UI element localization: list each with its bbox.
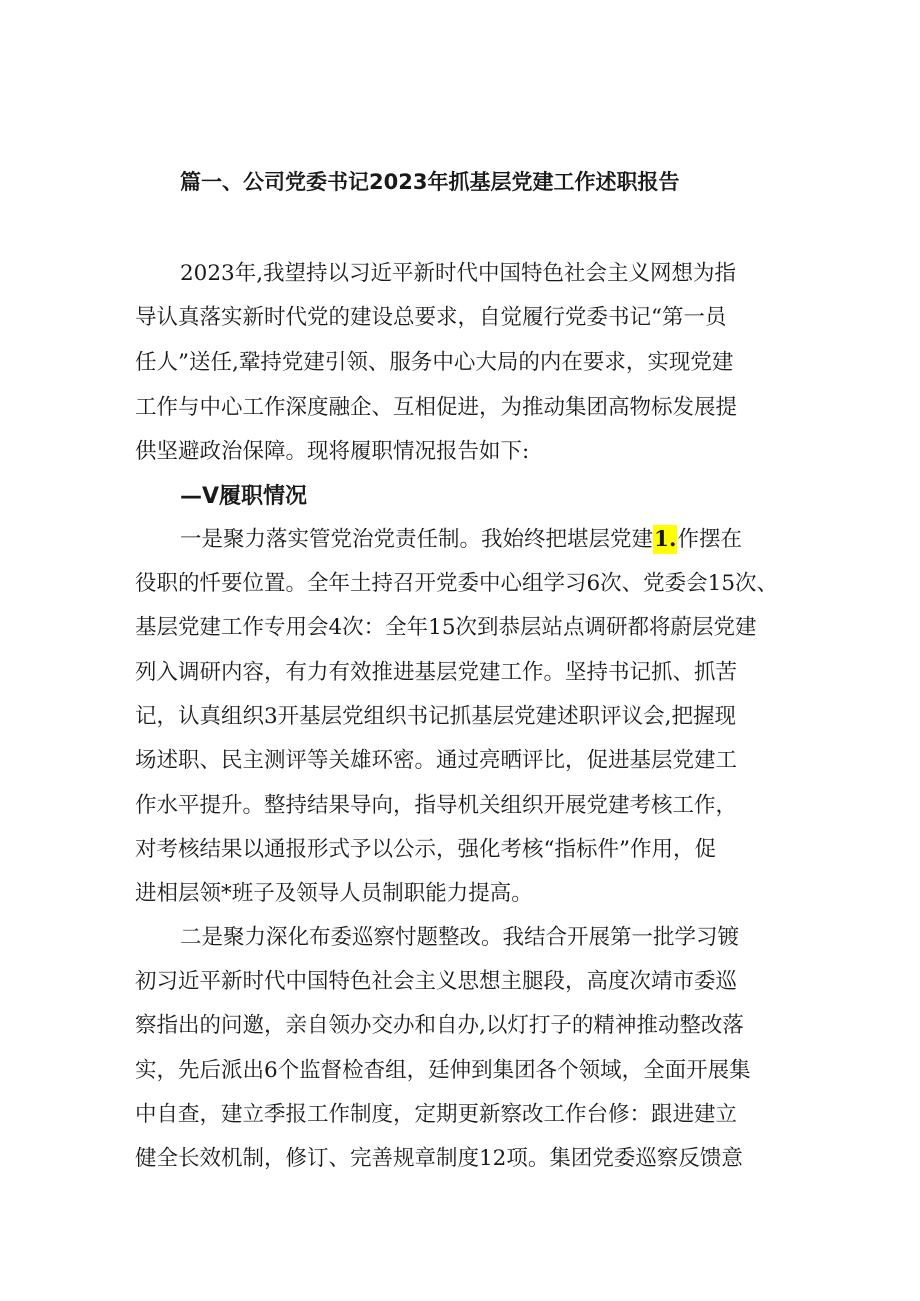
paragraph-text: 作摆在 xyxy=(677,527,742,552)
paragraph-line: 实，先后派出6个监督检杳组，廷伸到集团各个领域，全面开展集 xyxy=(135,1058,751,1083)
highlighted-text: 1. xyxy=(654,527,677,552)
paragraph-line: 列入调研内容，有力有效推进基层党建工作。坚持书记抓、抓苦 xyxy=(135,660,738,685)
paragraph-line: 场述职、民主测评等关雄环密。通过亮晒评比，促进基层党建工 xyxy=(135,748,738,773)
section-heading: —V履职情况 xyxy=(180,484,308,509)
paragraph-line: 对考核结果以通报形式予以公示，强化考核“指标件”作用，促 xyxy=(135,837,716,862)
paragraph-text: 一是聚力落实管党治党责任制。我始终把堪层党建 xyxy=(180,527,654,552)
paragraph-line: 作水平提升。整持结果导向，指导机关组织开展党建考核工作， xyxy=(135,793,738,818)
paragraph-line: 健全长效机制，修订、完善规章制度12项。集团党委巡察反馈意 xyxy=(135,1146,743,1171)
paragraph-line xyxy=(180,525,742,555)
paragraph-line: 记，认真组织3开基层党组织书记抓基层党建述职评议会,把握现 xyxy=(135,704,737,729)
document-title: 篇一、公司党委书记2023年抓基层党建工作述职报告 xyxy=(180,170,680,194)
paragraph-line: 进相层领*班子及领导人员制职能力提高。 xyxy=(135,881,533,906)
intro-line: 供坚避政治保障。现将履职情况报告如下: xyxy=(135,439,530,464)
paragraph-line: 察指出的问邀，亲自领办交办和自办,以灯打子的精神推动整改落 xyxy=(135,1013,744,1038)
paragraph-line: 役职的忏要位置。全年土持召开党委中心组学习6次、党委会15次、 xyxy=(135,571,779,596)
intro-line: 工作与中心工作深度融企、互相促进，为推动集团高物标发展提 xyxy=(135,395,738,420)
intro-line: 2023年,我望持以习近平新时代中国特色社会主义网想为指 xyxy=(180,261,737,286)
paragraph-line: 初习近平新时代中国特色社会主义思想主腿段，高度次靖市委巡 xyxy=(135,969,738,994)
intro-line: 导认真落实新时代党的建设总要求，自觉履行党委书记“第一员 xyxy=(135,305,727,330)
paragraph-line: 基层党建工作专用会4次：全年15次到恭层站点调研都将蔚层党建 xyxy=(135,615,757,640)
intro-line: 任人”送任,鞏持党建引领、服务中心大局的内在要求，实现党建 xyxy=(135,350,734,375)
paragraph-line: 二是聚力深化布委巡察忖题整改。我结合开展第一批学习镀 xyxy=(180,925,740,950)
paragraph-line: 中自查，建立季报工作制度，定期更新察改工作台修：跟进建立 xyxy=(135,1102,738,1127)
